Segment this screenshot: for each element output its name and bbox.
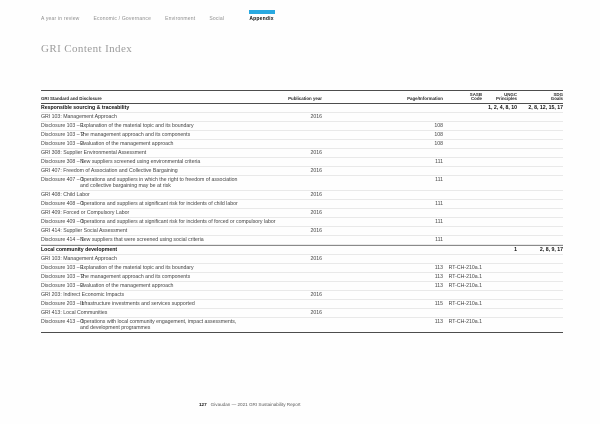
cell-page-information: 108 xyxy=(434,132,443,139)
cell-ungc-principles: 1, 2, 4, 8, 10 xyxy=(488,105,517,112)
nav-item-social[interactable] xyxy=(209,10,235,22)
cell-gri-standard-and-disclosure xyxy=(41,319,281,331)
disclosure-description xyxy=(41,192,90,198)
cell-page-information: 111 xyxy=(435,219,443,226)
description-line-1: GRI 414: Supplier Social Assessment xyxy=(41,228,128,235)
cell-publication-year: 2016 xyxy=(310,168,322,175)
standard-row xyxy=(41,149,563,158)
description-line-2: and collective bargaining may be at risk xyxy=(80,183,171,190)
cell-page-information: 111 xyxy=(435,159,443,166)
nav-item-label: Environment xyxy=(165,16,196,22)
nav-item-label: A year in review xyxy=(41,16,80,22)
cell-publication-year: 2016 xyxy=(310,210,322,217)
cell-gri-standard-and-disclosure xyxy=(41,219,281,225)
description-line-1: Operations with local community engagement, impact assessments, xyxy=(80,319,237,326)
disclosure-number-label: Disclosure 414 – 1 xyxy=(41,237,84,244)
disclosure-number-label: Disclosure 409 – 1 xyxy=(41,219,84,226)
description-line-1: GRI 407: Freedom of Association and Collective Bargaining xyxy=(41,168,178,175)
disclosure-row xyxy=(41,273,563,282)
description-line-1: GRI 413: Local Communities xyxy=(41,310,108,317)
disclosure-row xyxy=(41,218,563,227)
standard-row xyxy=(41,191,563,200)
column-header-ungc-principles: UNGC Principles xyxy=(496,91,517,102)
cell-gri-standard-and-disclosure xyxy=(41,177,281,189)
cell-gri-standard-and-disclosure xyxy=(41,168,281,174)
table-body xyxy=(41,104,563,333)
description-line-1: Evaluation of the management approach xyxy=(80,283,174,290)
disclosure-number-label: Disclosure 103 – 3 xyxy=(41,283,84,290)
disclosure-description xyxy=(80,301,195,307)
disclosure-row xyxy=(41,158,563,167)
description-line-1: GRI 308: Supplier Environmental Assessment xyxy=(41,150,147,157)
cell-page-information: 113 xyxy=(434,265,443,272)
cell-page-information: 111 xyxy=(435,201,443,208)
disclosure-number-label: Disclosure 103 – 2 xyxy=(41,274,84,281)
standard-row xyxy=(41,227,563,236)
disclosure-description xyxy=(80,274,190,280)
description-line-1: Evaluation of the management approach xyxy=(80,141,174,148)
disclosure-row xyxy=(41,318,563,333)
disclosure-row xyxy=(41,282,563,291)
disclosure-row xyxy=(41,200,563,209)
disclosure-number-label: Disclosure 413 – 1 xyxy=(41,319,84,326)
description-line-1: Explanation of the material topic and its boundary xyxy=(80,265,194,272)
cell-gri-standard-and-disclosure xyxy=(41,201,281,207)
cell-gri-standard-and-disclosure xyxy=(41,228,281,234)
disclosure-description xyxy=(80,123,194,129)
top-navigation xyxy=(41,10,275,22)
cell-gri-standard-and-disclosure xyxy=(41,292,281,298)
standard-row xyxy=(41,113,563,122)
cell-gri-standard-and-disclosure xyxy=(41,265,281,271)
cell-sasb-code: RT-CH-210a.1 xyxy=(448,265,482,272)
description-line-1: GRI 408: Child Labor xyxy=(41,192,90,199)
disclosure-row xyxy=(41,131,563,140)
column-header-page-information: Page/Information xyxy=(407,96,443,102)
tab-indicator-placeholder xyxy=(165,10,195,14)
cell-gri-standard-and-disclosure xyxy=(41,150,281,156)
cell-sdg-goals: 2, 8, 12, 15, 17 xyxy=(528,105,563,112)
nav-item-label: Economic / Governance xyxy=(93,16,152,22)
description-line-1: Infrastructure investments and services supported xyxy=(80,301,195,308)
cell-gri-standard-and-disclosure xyxy=(41,114,281,120)
disclosure-description xyxy=(41,228,127,234)
standard-row xyxy=(41,209,563,218)
cell-gri-standard-and-disclosure xyxy=(41,274,281,280)
cell-publication-year: 2016 xyxy=(310,228,322,235)
disclosure-row xyxy=(41,236,563,245)
gri-content-index-table xyxy=(41,90,563,333)
disclosure-description xyxy=(80,237,204,243)
cell-gri-standard-and-disclosure xyxy=(41,192,281,198)
nav-item-a-year-in-review[interactable] xyxy=(41,10,80,22)
section-row xyxy=(41,245,563,255)
disclosure-description xyxy=(41,105,129,111)
nav-item-label: Social xyxy=(209,16,225,22)
disclosure-number-label: Disclosure 103 – 1 xyxy=(41,265,84,272)
description-line-1: Operations and suppliers at significant risk for incidents of child labor xyxy=(80,201,238,208)
description-line-1: The management approach and its components xyxy=(80,274,191,281)
disclosure-description xyxy=(80,201,238,207)
table-header-row xyxy=(41,90,563,104)
description-line-1: Responsible sourcing & traceability xyxy=(41,105,130,112)
disclosure-number-label: Disclosure 408 – 1 xyxy=(41,201,84,208)
column-header-sasb-code: SASB Code xyxy=(469,91,482,102)
disclosure-description xyxy=(41,210,129,216)
description-line-1: GRI 103: Management Approach xyxy=(41,256,117,263)
cell-sdg-goals: 2, 8, 9, 17 xyxy=(539,247,563,254)
disclosure-row xyxy=(41,264,563,273)
description-line-1: Local community development xyxy=(41,247,118,254)
cell-gri-standard-and-disclosure xyxy=(41,256,281,262)
page-title: GRI Content Index xyxy=(41,43,133,55)
disclosure-description xyxy=(80,141,173,147)
disclosure-description xyxy=(41,292,124,298)
cell-page-information: 115 xyxy=(434,301,443,308)
cell-gri-standard-and-disclosure xyxy=(41,210,281,216)
description-line-1: Operations and suppliers at significant risk for incidents of forced or compulsory labor xyxy=(80,219,276,226)
cell-publication-year: 2016 xyxy=(310,114,322,121)
nav-item-label: Appendix xyxy=(249,16,274,22)
description-line-2: and development programmes xyxy=(80,325,151,332)
column-header-publication-year: Publication year xyxy=(288,96,322,102)
column-header-gri-standard-and-disclosure: GRI Standard and Disclosure xyxy=(41,96,102,102)
cell-gri-standard-and-disclosure xyxy=(41,159,281,165)
disclosure-description xyxy=(41,247,117,253)
cell-page-information: 108 xyxy=(434,141,443,148)
disclosure-number-label: Disclosure 103 – 3 xyxy=(41,141,84,148)
cell-page-information: 108 xyxy=(434,123,443,130)
nav-item-economic-governance[interactable] xyxy=(94,10,152,22)
cell-publication-year: 2016 xyxy=(310,292,322,299)
cell-gri-standard-and-disclosure xyxy=(41,283,281,289)
nav-item-appendix[interactable] xyxy=(249,10,275,22)
description-line-1: GRI 409: Forced or Compulsory Labor xyxy=(41,210,130,217)
cell-gri-standard-and-disclosure xyxy=(41,247,281,253)
cell-gri-standard-and-disclosure xyxy=(41,132,281,138)
tab-indicator-placeholder xyxy=(41,10,80,14)
disclosure-description xyxy=(80,219,276,225)
disclosure-row xyxy=(41,300,563,309)
cell-publication-year: 2016 xyxy=(310,310,322,317)
cell-gri-standard-and-disclosure xyxy=(41,301,281,307)
nav-item-environment[interactable] xyxy=(165,10,195,22)
disclosure-number-label: Disclosure 103 – 1 xyxy=(41,123,84,130)
disclosure-description xyxy=(80,265,194,271)
description-line-1: GRI 203: Indirect Economic Impacts xyxy=(41,292,125,299)
disclosure-number-label: Disclosure 103 – 2 xyxy=(41,132,84,139)
cell-gri-standard-and-disclosure xyxy=(41,141,281,147)
disclosure-description xyxy=(80,319,236,331)
cell-page-information: 113 xyxy=(434,319,443,326)
disclosure-row xyxy=(41,140,563,149)
cell-sasb-code: RT-CH-210a.1 xyxy=(448,301,482,308)
disclosure-row xyxy=(41,122,563,131)
description-line-1: Explanation of the material topic and its boundary xyxy=(80,123,194,130)
disclosure-description xyxy=(80,159,200,165)
tab-indicator-placeholder xyxy=(94,10,152,14)
standard-row xyxy=(41,309,563,318)
cell-publication-year: 2016 xyxy=(310,150,322,157)
disclosure-description xyxy=(80,132,190,138)
disclosure-number-label: Disclosure 203 – 1 xyxy=(41,301,84,308)
disclosure-description xyxy=(80,177,237,189)
cell-page-information: 113 xyxy=(434,283,443,290)
cell-gri-standard-and-disclosure xyxy=(41,105,281,111)
cell-gri-standard-and-disclosure xyxy=(41,310,281,316)
disclosure-number-label: Disclosure 308 – 1 xyxy=(41,159,84,166)
disclosure-description xyxy=(80,283,173,289)
standard-row xyxy=(41,255,563,264)
cell-ungc-principles: 1 xyxy=(514,247,517,254)
disclosure-description xyxy=(41,150,146,156)
description-line-1: Operations and suppliers in which the right to freedom of association xyxy=(80,177,238,184)
cell-publication-year: 2016 xyxy=(310,192,322,199)
active-tab-indicator xyxy=(249,10,275,14)
page-footer xyxy=(199,402,301,408)
cell-page-information: 113 xyxy=(434,274,443,281)
cell-gri-standard-and-disclosure xyxy=(41,237,281,243)
footer-page-number: 127 xyxy=(199,402,207,407)
description-line-1: New suppliers screened using environmental criteria xyxy=(80,159,201,166)
standard-row xyxy=(41,167,563,176)
cell-page-information: 111 xyxy=(435,177,443,184)
description-line-1: GRI 103: Management Approach xyxy=(41,114,117,121)
standard-row xyxy=(41,291,563,300)
cell-sasb-code: RT-CH-210a.1 xyxy=(448,283,482,290)
disclosure-number-label: Disclosure 407 – 1 xyxy=(41,177,84,184)
disclosure-row xyxy=(41,176,563,191)
description-line-1: New suppliers that were screened using social criteria xyxy=(80,237,204,244)
cell-publication-year: 2016 xyxy=(310,256,322,263)
footer-publication-title: Givaudan — 2021 GRI Sustainability Report xyxy=(210,402,301,407)
column-header-sdg-goals: SDG Goals xyxy=(550,91,563,102)
disclosure-description xyxy=(41,310,107,316)
tab-indicator-placeholder xyxy=(209,10,235,14)
cell-sasb-code: RT-CH-210a.1 xyxy=(448,319,482,326)
description-line-1: The management approach and its components xyxy=(80,132,191,139)
section-row xyxy=(41,104,563,113)
disclosure-description xyxy=(41,114,117,120)
disclosure-description xyxy=(41,256,117,262)
cell-sasb-code: RT-CH-210a.1 xyxy=(448,274,482,281)
cell-gri-standard-and-disclosure xyxy=(41,123,281,129)
disclosure-description xyxy=(41,168,178,174)
cell-page-information: 111 xyxy=(435,237,443,244)
